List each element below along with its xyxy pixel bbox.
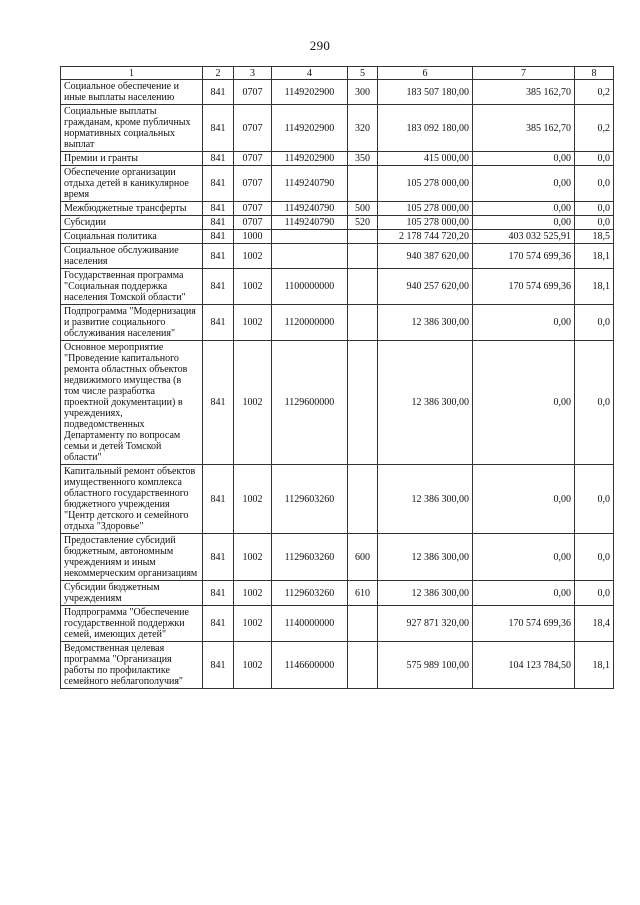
row-expense-type: 600	[348, 534, 378, 581]
row-plan-amount: 105 278 000,00	[378, 216, 473, 230]
row-plan-amount: 12 386 300,00	[378, 465, 473, 534]
header-col-2: 2	[203, 67, 234, 80]
row-plan-amount: 940 257 620,00	[378, 269, 473, 305]
row-target-code: 1149202900	[272, 152, 348, 166]
row-name: Социальное обслуживание населения	[61, 244, 203, 269]
row-target-code: 1129603260	[272, 581, 348, 606]
row-fact-amount: 0,00	[473, 581, 575, 606]
row-expense-type: 300	[348, 80, 378, 105]
row-plan-amount: 12 386 300,00	[378, 534, 473, 581]
table-row	[61, 166, 614, 202]
row-target-code: 1129603260	[272, 534, 348, 581]
row-grbs-code: 841	[203, 269, 234, 305]
table-row	[61, 230, 614, 244]
row-fact-amount: 0,00	[473, 305, 575, 341]
row-section-code: 1002	[234, 642, 272, 689]
table-row	[61, 216, 614, 230]
row-name: Подпрограмма "Обеспечение государственной поддержки семей, имеющих детей"	[61, 606, 203, 642]
row-percent: 0,0	[575, 465, 614, 534]
row-name: Социальные выплаты гражданам, кроме публичных нормативных социальных выплат	[61, 105, 203, 152]
row-expense-type	[348, 230, 378, 244]
row-fact-amount: 170 574 699,36	[473, 244, 575, 269]
row-grbs-code: 841	[203, 152, 234, 166]
row-section-code: 0707	[234, 216, 272, 230]
row-percent: 18,1	[575, 244, 614, 269]
row-target-code	[272, 230, 348, 244]
row-expense-type: 610	[348, 581, 378, 606]
row-name: Государственная программа "Социальная поддержка населения Томской области"	[61, 269, 203, 305]
row-percent: 0,0	[575, 581, 614, 606]
row-plan-amount: 12 386 300,00	[378, 305, 473, 341]
row-grbs-code: 841	[203, 341, 234, 465]
row-percent: 18,4	[575, 606, 614, 642]
table-row	[61, 534, 614, 581]
row-expense-type	[348, 305, 378, 341]
header-col-7: 7	[473, 67, 575, 80]
row-target-code	[272, 244, 348, 269]
row-percent: 18,1	[575, 642, 614, 689]
row-name: Социальное обеспечение и иные выплаты населению	[61, 80, 203, 105]
row-name: Ведомственная целевая программа "Организация работы по профилактике семейного неблагополучия"	[61, 642, 203, 689]
row-expense-type	[348, 341, 378, 465]
row-expense-type	[348, 465, 378, 534]
row-percent: 18,5	[575, 230, 614, 244]
row-fact-amount: 0,00	[473, 152, 575, 166]
row-plan-amount: 940 387 620,00	[378, 244, 473, 269]
row-fact-amount: 0,00	[473, 166, 575, 202]
header-col-5: 5	[348, 67, 378, 80]
row-plan-amount: 12 386 300,00	[378, 581, 473, 606]
row-target-code: 1149240790	[272, 216, 348, 230]
row-percent: 0,0	[575, 216, 614, 230]
row-grbs-code: 841	[203, 166, 234, 202]
row-target-code: 1100000000	[272, 269, 348, 305]
row-name: Капитальный ремонт объектов имущественного комплекса областного государственного бюджетного учреждения "Центр детского и семейного отдыха "Здоровье"	[61, 465, 203, 534]
row-plan-amount: 105 278 000,00	[378, 166, 473, 202]
row-grbs-code: 841	[203, 230, 234, 244]
table-row	[61, 465, 614, 534]
row-name: Межбюджетные трансферты	[61, 202, 203, 216]
table-row	[61, 202, 614, 216]
row-section-code: 1002	[234, 269, 272, 305]
table-row	[61, 581, 614, 606]
row-percent: 0,2	[575, 80, 614, 105]
header-col-6: 6	[378, 67, 473, 80]
row-section-code: 0707	[234, 152, 272, 166]
row-target-code: 1146600000	[272, 642, 348, 689]
row-name: Субсидии	[61, 216, 203, 230]
header-col-3: 3	[234, 67, 272, 80]
row-plan-amount: 12 386 300,00	[378, 341, 473, 465]
row-plan-amount: 183 092 180,00	[378, 105, 473, 152]
row-percent: 0,0	[575, 305, 614, 341]
row-section-code: 1002	[234, 581, 272, 606]
row-plan-amount: 415 000,00	[378, 152, 473, 166]
row-fact-amount: 0,00	[473, 341, 575, 465]
table-row	[61, 152, 614, 166]
row-section-code: 1002	[234, 305, 272, 341]
row-grbs-code: 841	[203, 534, 234, 581]
row-target-code: 1149202900	[272, 80, 348, 105]
row-grbs-code: 841	[203, 80, 234, 105]
row-grbs-code: 841	[203, 581, 234, 606]
row-fact-amount: 170 574 699,36	[473, 606, 575, 642]
row-expense-type	[348, 166, 378, 202]
row-expense-type	[348, 606, 378, 642]
row-name: Социальная политика	[61, 230, 203, 244]
row-grbs-code: 841	[203, 465, 234, 534]
row-plan-amount: 575 989 100,00	[378, 642, 473, 689]
row-name: Подпрограмма "Модернизация и развитие социального обслуживания населения"	[61, 305, 203, 341]
row-name: Обеспечение организации отдыха детей в каникулярное время	[61, 166, 203, 202]
header-row	[61, 67, 614, 80]
row-grbs-code: 841	[203, 202, 234, 216]
row-name: Премии и гранты	[61, 152, 203, 166]
row-target-code: 1140000000	[272, 606, 348, 642]
row-expense-type: 350	[348, 152, 378, 166]
row-target-code: 1149240790	[272, 202, 348, 216]
row-target-code: 1149202900	[272, 105, 348, 152]
budget-table	[60, 66, 614, 689]
row-section-code: 1000	[234, 230, 272, 244]
row-fact-amount: 104 123 784,50	[473, 642, 575, 689]
row-fact-amount: 385 162,70	[473, 80, 575, 105]
row-fact-amount: 0,00	[473, 216, 575, 230]
row-target-code: 1149240790	[272, 166, 348, 202]
page-number: 290	[309, 38, 331, 53]
row-percent: 18,1	[575, 269, 614, 305]
row-section-code: 0707	[234, 105, 272, 152]
row-section-code: 1002	[234, 244, 272, 269]
row-expense-type	[348, 244, 378, 269]
row-percent: 0,0	[575, 166, 614, 202]
row-grbs-code: 841	[203, 216, 234, 230]
table-row	[61, 341, 614, 465]
row-section-code: 1002	[234, 606, 272, 642]
row-plan-amount: 2 178 744 720,20	[378, 230, 473, 244]
row-plan-amount: 927 871 320,00	[378, 606, 473, 642]
row-target-code: 1129600000	[272, 341, 348, 465]
row-percent: 0,0	[575, 202, 614, 216]
row-grbs-code: 841	[203, 105, 234, 152]
row-section-code: 1002	[234, 534, 272, 581]
row-expense-type	[348, 269, 378, 305]
row-expense-type: 520	[348, 216, 378, 230]
table-row	[61, 244, 614, 269]
row-expense-type: 320	[348, 105, 378, 152]
row-fact-amount: 385 162,70	[473, 105, 575, 152]
row-percent: 0,0	[575, 152, 614, 166]
row-grbs-code: 841	[203, 642, 234, 689]
row-section-code: 1002	[234, 465, 272, 534]
row-grbs-code: 841	[203, 606, 234, 642]
table-body	[61, 80, 614, 689]
row-fact-amount: 0,00	[473, 202, 575, 216]
row-fact-amount: 0,00	[473, 534, 575, 581]
table-row	[61, 642, 614, 689]
table-row	[61, 269, 614, 305]
row-fact-amount: 0,00	[473, 465, 575, 534]
table-row	[61, 606, 614, 642]
row-percent: 0,2	[575, 105, 614, 152]
row-section-code: 1002	[234, 341, 272, 465]
row-grbs-code: 841	[203, 244, 234, 269]
row-percent: 0,0	[575, 341, 614, 465]
row-section-code: 0707	[234, 202, 272, 216]
row-expense-type: 500	[348, 202, 378, 216]
row-percent: 0,0	[575, 534, 614, 581]
row-grbs-code: 841	[203, 305, 234, 341]
row-name: Предоставление субсидий бюджетным, автономным учреждениям и иным некоммерческим организациям	[61, 534, 203, 581]
header-col-1: 1	[61, 67, 203, 80]
row-expense-type	[348, 642, 378, 689]
row-name: Субсидии бюджетным учреждениям	[61, 581, 203, 606]
row-target-code: 1120000000	[272, 305, 348, 341]
table-row	[61, 80, 614, 105]
row-fact-amount: 403 032 525,91	[473, 230, 575, 244]
row-name: Основное мероприятие "Проведение капитального ремонта областных объектов недвижимого имущества (в том числе разработка проектной документации) в учреждениях, подведомственных Департаменту по вопросам семьи и детей Томской области"	[61, 341, 203, 465]
row-plan-amount: 105 278 000,00	[378, 202, 473, 216]
row-section-code: 0707	[234, 166, 272, 202]
row-target-code: 1129603260	[272, 465, 348, 534]
table-row	[61, 105, 614, 152]
row-plan-amount: 183 507 180,00	[378, 80, 473, 105]
row-fact-amount: 170 574 699,36	[473, 269, 575, 305]
row-section-code: 0707	[234, 80, 272, 105]
table-row	[61, 305, 614, 341]
header-col-4: 4	[272, 67, 348, 80]
table-header	[61, 67, 614, 80]
header-col-8: 8	[575, 67, 614, 80]
